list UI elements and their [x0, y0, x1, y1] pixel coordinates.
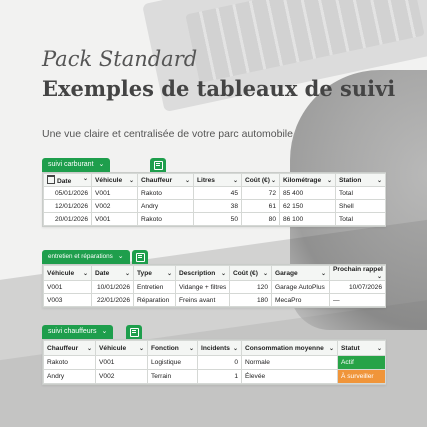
- table-row[interactable]: [44, 213, 386, 226]
- chevron-down-icon: ⌄: [166, 270, 172, 277]
- table-cell[interactable]: Réparation: [134, 294, 176, 307]
- column-header[interactable]: Véhicule ⌄: [96, 341, 148, 356]
- drivers-tabbar: [42, 325, 382, 339]
- table-cell[interactable]: V001: [92, 213, 138, 226]
- table-header-row: [44, 341, 386, 356]
- table-row[interactable]: [44, 187, 386, 200]
- table-row[interactable]: [44, 281, 386, 294]
- table-cell[interactable]: V001: [44, 281, 92, 294]
- table-cell[interactable]: Vidange + filtres: [176, 281, 230, 294]
- page-title: Exemples de tableaux de suivi: [42, 76, 396, 101]
- tab-label: entretien et réparations: [48, 253, 113, 260]
- table-cell[interactable]: 62 150: [280, 200, 336, 213]
- table-cell[interactable]: 20/01/2026: [44, 213, 92, 226]
- table-cell[interactable]: 10/01/2026: [92, 281, 134, 294]
- table-cell[interactable]: Logistique: [148, 356, 198, 370]
- status-badge[interactable]: À surveiller: [338, 370, 386, 384]
- chevron-down-icon: ⌄: [328, 345, 334, 352]
- tab-label: suivi carburant: [48, 161, 94, 168]
- column-header[interactable]: Coût (€) ⌄: [242, 174, 280, 187]
- drivers-table: [43, 340, 386, 384]
- sheet-icon[interactable]: [126, 325, 142, 339]
- chevron-down-icon: ⌄: [376, 274, 382, 280]
- maintenance-tabbar: [42, 250, 382, 264]
- chevron-down-icon[interactable]: ⌄: [101, 328, 108, 335]
- table-row[interactable]: [44, 356, 386, 370]
- table-cell[interactable]: V001: [96, 356, 148, 370]
- table-cell[interactable]: Freins avant: [176, 294, 230, 307]
- column-header[interactable]: Garage ⌄: [272, 266, 330, 281]
- column-header[interactable]: Prochain rappel ⌄: [330, 266, 386, 281]
- chevron-down-icon: ⌄: [376, 177, 382, 184]
- chevron-down-icon: ⌄: [376, 345, 382, 352]
- column-header[interactable]: Station ⌄: [336, 174, 386, 187]
- calendar-icon: [47, 175, 55, 184]
- table-cell[interactable]: 10/07/2026: [330, 281, 386, 294]
- column-header[interactable]: Kilométrage ⌄: [280, 174, 336, 187]
- tab-fuel[interactable]: [42, 158, 110, 172]
- table-cell[interactable]: 0: [198, 356, 242, 370]
- fuel-table-panel: [42, 172, 386, 227]
- fuel-tabbar: [42, 158, 382, 172]
- column-header[interactable]: Coût (€) ⌄: [230, 266, 272, 281]
- chevron-down-icon: ⌄: [220, 270, 226, 277]
- table-cell[interactable]: 80: [242, 213, 280, 226]
- table-row[interactable]: [44, 370, 386, 384]
- column-header[interactable]: Consommation moyenne ⌄: [242, 341, 338, 356]
- table-cell[interactable]: Garage AutoPlus: [272, 281, 330, 294]
- table-header-row: [44, 174, 386, 187]
- status-badge[interactable]: Actif: [338, 356, 386, 370]
- chevron-down-icon: ⌄: [128, 177, 134, 184]
- table-cell[interactable]: MecaPro: [272, 294, 330, 307]
- table-header-row: [44, 266, 386, 281]
- table-cell[interactable]: Élevée: [242, 370, 338, 384]
- chevron-down-icon[interactable]: ⌄: [98, 161, 105, 168]
- table-row[interactable]: [44, 294, 386, 307]
- table-cell[interactable]: 180: [230, 294, 272, 307]
- table-cell[interactable]: V001: [92, 187, 138, 200]
- table-cell[interactable]: Total: [336, 213, 386, 226]
- table-cell[interactable]: Andry: [44, 370, 96, 384]
- table-cell[interactable]: 45: [194, 187, 242, 200]
- drivers-table-panel: [42, 339, 386, 385]
- table-cell[interactable]: 85 400: [280, 187, 336, 200]
- table-cell[interactable]: —: [330, 294, 386, 307]
- chevron-down-icon[interactable]: ⌄: [117, 253, 124, 260]
- tab-label: suivi chauffeurs: [48, 328, 97, 335]
- sheet-icon[interactable]: [150, 158, 166, 172]
- chevron-down-icon: ⌄: [124, 270, 130, 277]
- chevron-down-icon: ⌄: [326, 177, 332, 184]
- table-cell[interactable]: 61: [242, 200, 280, 213]
- table-cell[interactable]: Total: [336, 187, 386, 200]
- column-header[interactable]: Véhicule ⌄: [44, 266, 92, 281]
- table-cell[interactable]: V003: [44, 294, 92, 307]
- maintenance-table-panel: [42, 264, 386, 308]
- table-cell[interactable]: 50: [194, 213, 242, 226]
- tab-maintenance[interactable]: [42, 250, 130, 264]
- chevron-down-icon: ⌄: [320, 270, 326, 277]
- table-cell[interactable]: Rakoto: [138, 213, 194, 226]
- chevron-down-icon: ⌄: [82, 176, 88, 182]
- maintenance-table: [43, 265, 386, 307]
- column-header[interactable]: Chauffeur ⌄: [44, 341, 96, 356]
- column-header[interactable]: Description ⌄: [176, 266, 230, 281]
- column-header[interactable]: Véhicule ⌄: [92, 174, 138, 187]
- chevron-down-icon: ⌄: [86, 345, 92, 352]
- chevron-down-icon: ⌄: [262, 270, 268, 277]
- column-header[interactable]: Fonction ⌄: [148, 341, 198, 356]
- table-row[interactable]: [44, 200, 386, 213]
- column-header[interactable]: Incidents ⌄: [198, 341, 242, 356]
- table-cell[interactable]: Rakoto: [44, 356, 96, 370]
- chevron-down-icon: ⌄: [82, 270, 88, 277]
- chevron-down-icon: ⌄: [184, 177, 190, 184]
- table-cell[interactable]: 86 100: [280, 213, 336, 226]
- column-header[interactable]: Type ⌄: [134, 266, 176, 281]
- table-cell[interactable]: Normale: [242, 356, 338, 370]
- chevron-down-icon: ⌄: [138, 345, 144, 352]
- table-cell[interactable]: V002: [96, 370, 148, 384]
- table-cell[interactable]: Andry: [138, 200, 194, 213]
- column-header[interactable]: Chauffeur ⌄: [138, 174, 194, 187]
- chevron-down-icon: ⌄: [270, 177, 276, 184]
- column-header[interactable]: Date ⌄: [92, 266, 134, 281]
- fuel-table: [43, 173, 386, 226]
- chevron-down-icon: ⌄: [232, 345, 238, 352]
- column-header[interactable]: Date ⌄: [44, 174, 92, 187]
- table-cell[interactable]: 1: [198, 370, 242, 384]
- chevron-down-icon: ⌄: [188, 345, 194, 352]
- tab-drivers[interactable]: [42, 325, 113, 339]
- table-cell[interactable]: Entretien: [134, 281, 176, 294]
- chevron-down-icon: ⌄: [232, 177, 238, 184]
- table-cell[interactable]: Terrain: [148, 370, 198, 384]
- sheet-icon[interactable]: [132, 250, 148, 264]
- table-cell[interactable]: 05/01/2026: [44, 187, 92, 200]
- pack-title: Pack Standard: [42, 47, 198, 71]
- column-header[interactable]: Statut ⌄: [338, 341, 386, 356]
- table-cell[interactable]: V002: [92, 200, 138, 213]
- table-cell[interactable]: Rakoto: [138, 187, 194, 200]
- page-subtitle: Une vue claire et centralisée de votre parc automobile: [42, 128, 293, 140]
- table-cell[interactable]: 38: [194, 200, 242, 213]
- table-cell[interactable]: 12/01/2026: [44, 200, 92, 213]
- table-cell[interactable]: 72: [242, 187, 280, 200]
- table-cell[interactable]: Shell: [336, 200, 386, 213]
- table-cell[interactable]: 120: [230, 281, 272, 294]
- column-header[interactable]: Litres ⌄: [194, 174, 242, 187]
- table-cell[interactable]: 22/01/2026: [92, 294, 134, 307]
